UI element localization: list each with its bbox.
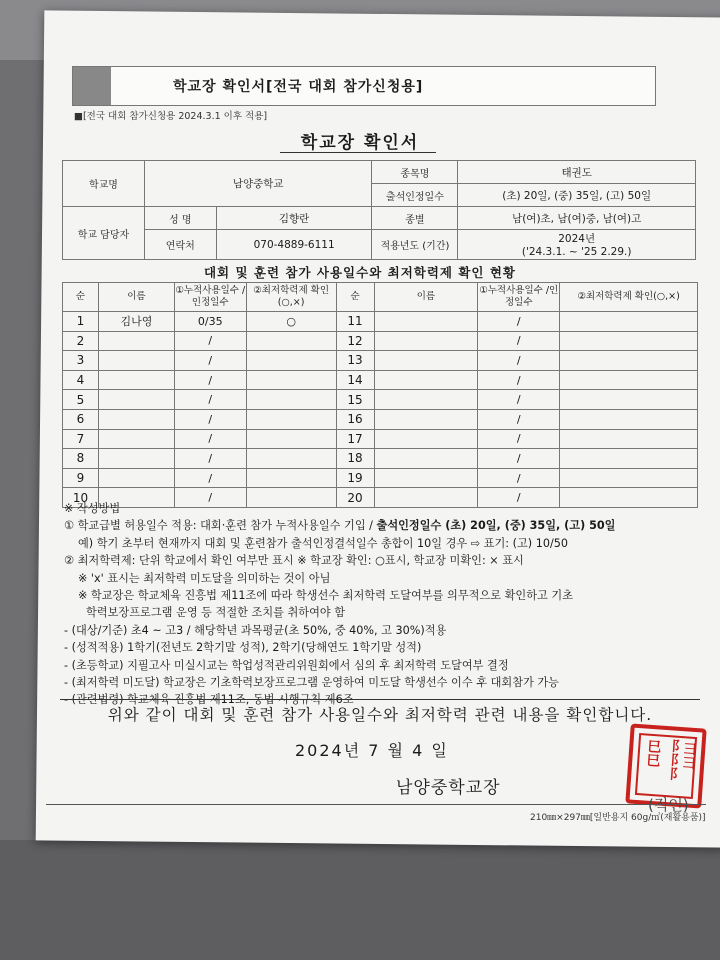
- note-1-bold: 출석인정일수 (초) 20일, (중) 35일, (고) 50일: [376, 519, 616, 533]
- cell-no-right: 17: [336, 429, 374, 449]
- cell-days-left: /: [174, 488, 246, 508]
- cell-check-left: [246, 370, 336, 390]
- note-8: - (최저학력 미도달) 학교장은 기초학력보장프로그램 운영하여 미도달 학생선수 이수 후 대회참가 가능: [64, 676, 559, 690]
- cell-no-left: 1: [63, 312, 99, 332]
- form-title: 학교장 확인서: [300, 133, 420, 153]
- note-6: - (성적적용) 1학기(전년도 2학기말 성적), 2학기(당해연도 1학기말 성적): [64, 641, 422, 655]
- school-info-table: [62, 160, 696, 260]
- table-row: [63, 449, 698, 469]
- cell-check-left: [246, 429, 336, 449]
- table-row: [63, 429, 698, 449]
- cell-no-left: 4: [63, 370, 99, 390]
- note-7: - (초등학교) 지필고사 미실시교는 학업성적관리위원회에서 심의 후 최저학력 도달여부 결정: [64, 658, 509, 672]
- table-row: [63, 409, 698, 429]
- cell-name-left: [98, 409, 174, 429]
- table-row: [63, 390, 698, 410]
- cell-no-left: 2: [63, 331, 99, 351]
- confirmation-statement: 위와 같이 대회 및 훈련 참가 사용일수와 최저학력 관련 내용을 확인합니다.: [107, 706, 653, 724]
- table-row: [63, 312, 698, 332]
- table-row: [63, 370, 698, 390]
- instructions-bottom-rule: [60, 699, 700, 700]
- period-year: 2024년: [558, 233, 596, 245]
- cell-days-left: /: [174, 409, 246, 429]
- cell-days-right: /: [478, 390, 560, 410]
- form-title-underline: [280, 152, 436, 153]
- cell-no-right: 19: [336, 468, 374, 488]
- confirmation-date: 2024년 7 월 4 일: [295, 741, 449, 760]
- table-row: [63, 468, 698, 488]
- cell-name-right: [374, 449, 478, 469]
- cell-check-right: [560, 331, 698, 351]
- note-2: ② 최저학력제: 단위 학교에서 확인 여부만 표시 ※ 학교장 확인: ○표시, 학교장 미확인: × 표시: [64, 554, 524, 568]
- cell-no-left: 10: [63, 488, 99, 508]
- footer-rule: [46, 804, 706, 805]
- cell-no-left: 3: [63, 351, 99, 371]
- note-5: - (대상/기준) 초4 ~ 고3 / 해당학년 과목평균(초 50%, 중 40%, 고 30%)적용: [64, 623, 447, 637]
- staff-name-label: 성 명: [144, 207, 216, 230]
- col-check-left: ②최저학력제 확인(○,×): [246, 283, 336, 312]
- sport-value: 태권도: [458, 161, 696, 184]
- cell-check-right: [560, 312, 698, 332]
- attendance-value: (초) 20일, (중) 35일, (고) 50일: [458, 184, 696, 207]
- seal-glyph-1: ⺒⺒: [643, 738, 662, 768]
- cell-check-right: [560, 468, 698, 488]
- col-days-right: ①누적사용일수 /인정일수: [478, 283, 560, 312]
- cell-check-right: [560, 370, 698, 390]
- cell-no-left: 5: [63, 390, 99, 410]
- header-title: 학교장 확인서[전국 대회 참가신청용]: [173, 79, 424, 95]
- cell-no-right: 15: [336, 390, 374, 410]
- col-no-left: 순: [63, 283, 99, 312]
- sport-label: 종목명: [372, 161, 458, 184]
- col-days-left: ①누적사용일수 /인정일수: [174, 283, 246, 312]
- col-check-right: ②최저학력제 확인(○,×): [560, 283, 698, 312]
- cell-check-left: [246, 331, 336, 351]
- cell-check-left: ○: [246, 312, 336, 332]
- cell-days-left: /: [174, 331, 246, 351]
- period-range: ('24.3.1. ~ '25 2.29.): [521, 246, 632, 258]
- cell-name-left: [98, 449, 174, 469]
- paper-size-footer: 210㎜×297㎜[일반용지 60g/㎡(재활용품)]: [530, 813, 706, 823]
- note-9: - (관련법령) 학교체육 진흥법 제11조, 동법 시행규칙 제6조: [64, 693, 354, 707]
- col-name-right: 이름: [374, 283, 478, 312]
- col-no-right: 순: [336, 283, 374, 312]
- cell-check-right: [560, 429, 698, 449]
- contact-value: 070-4889-6111: [216, 230, 372, 260]
- contact-label: 연락처: [144, 230, 216, 260]
- cell-days-right: /: [478, 488, 560, 508]
- cell-no-right: 20: [336, 488, 374, 508]
- background-bottom: [0, 840, 720, 960]
- note-4-cont: 학력보장프로그램 운영 등 적절한 조치를 취하여야 함: [86, 606, 346, 620]
- col-name-left: 이름: [98, 283, 174, 312]
- cell-days-left: /: [174, 390, 246, 410]
- cell-check-left: [246, 390, 336, 410]
- applicability-note: ■[전국 대회 참가신청용 2024.3.1 이후 적용]: [74, 111, 268, 122]
- table-row: [63, 351, 698, 371]
- cell-no-right: 16: [336, 409, 374, 429]
- cell-no-right: 13: [336, 351, 374, 371]
- cell-days-right: /: [478, 409, 560, 429]
- cell-days-right: /: [478, 429, 560, 449]
- cell-no-left: 8: [63, 449, 99, 469]
- cell-no-left: 6: [63, 409, 99, 429]
- status-table-body: [63, 312, 698, 508]
- cell-check-right: [560, 449, 698, 469]
- gender-value: 남(여)초, 남(여)중, 남(여)고: [458, 207, 696, 230]
- student-status-table: [62, 282, 698, 508]
- cell-check-right: [560, 409, 698, 429]
- staff-name-value: 김향란: [216, 207, 372, 230]
- cell-name-left: 김나영: [98, 312, 174, 332]
- cell-days-left: /: [174, 351, 246, 371]
- staff-label: 학교 담당자: [63, 207, 145, 260]
- school-name-value: 남양중학교: [144, 161, 372, 207]
- cell-name-left: [98, 390, 174, 410]
- cell-days-left: /: [174, 429, 246, 449]
- cell-name-right: [374, 390, 478, 410]
- cell-name-right: [374, 351, 478, 371]
- cell-check-right: [560, 351, 698, 371]
- principal-signature: 남양중학교장: [396, 778, 501, 798]
- cell-days-right: /: [478, 312, 560, 332]
- cell-name-right: [374, 370, 478, 390]
- period-value: [458, 230, 696, 260]
- cell-check-left: [246, 449, 336, 469]
- cell-days-left: /: [174, 449, 246, 469]
- seal-label: (직인): [648, 796, 689, 814]
- cell-no-left: 7: [63, 429, 99, 449]
- cell-name-left: [98, 370, 174, 390]
- cell-no-right: 11: [336, 312, 374, 332]
- note-3: ※ 'x' 표시는 최저학력 미도달을 의미하는 것이 아님: [78, 571, 331, 585]
- note-1-text: ① 학교급별 허용일수 적용: 대회·훈련 참가 누적사용일수 기입 /: [64, 519, 373, 533]
- gender-label: 종별: [372, 207, 458, 230]
- note-4: ※ 학교장은 학교체육 진흥법 제11조에 따라 학생선수 최저학력 도달여부를 의무적으로 확인하고 기초: [78, 589, 574, 603]
- cell-name-right: [374, 468, 478, 488]
- cell-name-right: [374, 331, 478, 351]
- instructions-heading: ※ 작성방법: [64, 502, 121, 515]
- cell-check-left: [246, 351, 336, 371]
- cell-name-left: [98, 331, 174, 351]
- cell-name-right: [374, 409, 478, 429]
- cell-name-left: [98, 429, 174, 449]
- attendance-label: 출석인정일수: [372, 184, 458, 207]
- header-band: [72, 66, 656, 106]
- cell-days-right: /: [478, 370, 560, 390]
- cell-no-right: 12: [336, 331, 374, 351]
- cell-check-right: [560, 390, 698, 410]
- cell-name-left: [98, 351, 174, 371]
- cell-no-right: 18: [336, 449, 374, 469]
- instructions: [64, 500, 704, 709]
- table-row: [63, 331, 698, 351]
- seal-glyph-2: ⻏⻏⻏: [661, 737, 680, 781]
- school-name-label: 학교명: [63, 161, 145, 207]
- cell-no-right: 14: [336, 370, 374, 390]
- header-gray-block: [73, 67, 111, 105]
- cell-days-right: /: [478, 331, 560, 351]
- cell-days-left: 0/35: [174, 312, 246, 332]
- status-table-header: [63, 283, 698, 312]
- cell-days-right: /: [478, 449, 560, 469]
- cell-days-left: /: [174, 468, 246, 488]
- seal-glyph-3: ⺕⺕: [679, 741, 698, 771]
- note-1: [64, 517, 704, 534]
- note-1-example: 예) 학기 초부터 현재까지 대회 및 훈련참가 출석인정결석일수 총합이 10일 경우 ⇨ 표기: (고) 10/50: [78, 536, 568, 550]
- cell-name-right: [374, 312, 478, 332]
- cell-check-left: [246, 409, 336, 429]
- cell-name-left: [98, 468, 174, 488]
- cell-no-left: 9: [63, 468, 99, 488]
- period-label: 적용년도 (기간): [372, 230, 458, 260]
- cell-days-right: /: [478, 468, 560, 488]
- cell-check-left: [246, 468, 336, 488]
- status-table-title: 대회 및 훈련 참가 사용일수와 최저학력제 확인 현황: [203, 265, 517, 280]
- cell-days-left: /: [174, 370, 246, 390]
- cell-days-right: /: [478, 351, 560, 371]
- cell-name-right: [374, 429, 478, 449]
